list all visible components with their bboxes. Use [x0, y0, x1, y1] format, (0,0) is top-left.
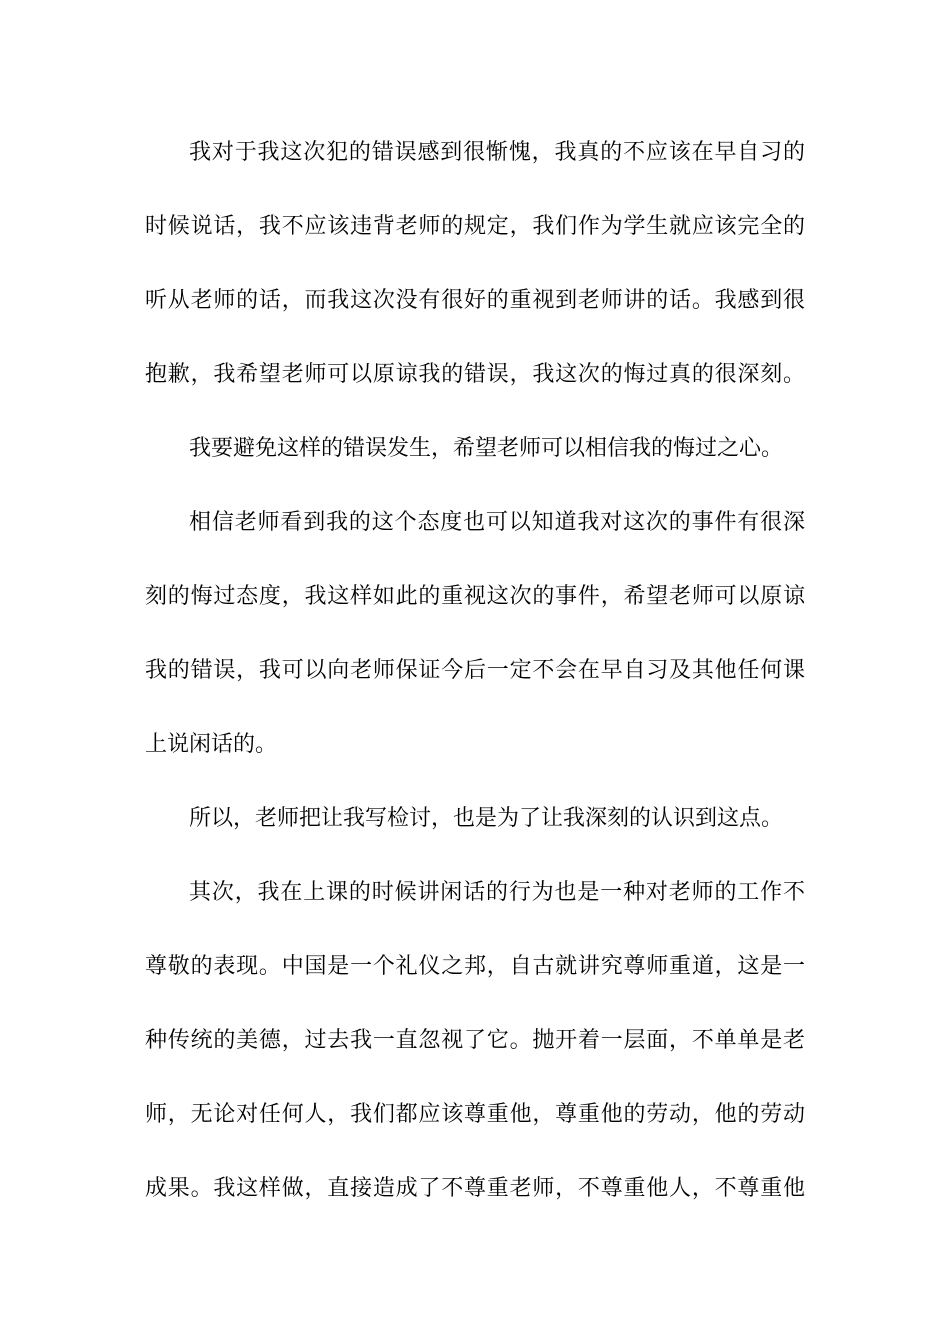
paragraph-4-line-1: 所以，老师把让我写检讨，也是为了让我深刻的认识到这点。 [189, 806, 784, 831]
paragraph-5-line-4: 师，无论对任何人，我们都应该尊重他，尊重他的劳动，他的劳动 [145, 1102, 805, 1127]
paragraph-5-line-3: 种传统的美德，过去我一直忽视了它。抛开着一层面，不单单是老 [145, 1028, 805, 1053]
paragraph-3-line-1: 相信老师看到我的这个态度也可以知道我对这次的事件有很深 [189, 510, 805, 535]
paragraph-3-line-2: 刻的悔过态度，我这样如此的重视这次的事件，希望老师可以原谅 [145, 584, 805, 609]
paragraph-2-line-1: 我要避免这样的错误发生，希望老师可以相信我的悔过之心。 [189, 436, 784, 461]
paragraph-5-line-5: 成果。我这样做，直接造成了不尊重老师，不尊重他人，不尊重他 [145, 1176, 805, 1201]
paragraph-1-line-1: 我对于我这次犯的错误感到很惭愧，我真的不应该在早自习的 [189, 140, 805, 165]
paragraph-5-line-1: 其次，我在上课的时候讲闲话的行为也是一种对老师的工作不 [189, 880, 805, 905]
paragraph-3-line-3: 我的错误，我可以向老师保证今后一定不会在早自习及其他任何课 [145, 658, 805, 683]
paragraph-1-line-2: 时候说话，我不应该违背老师的规定，我们作为学生就应该完全的 [145, 214, 805, 239]
paragraph-3-line-4: 上说闲话的。 [145, 732, 278, 757]
paragraph-5-line-2: 尊敬的表现。中国是一个礼仪之邦，自古就讲究尊师重道，这是一 [145, 954, 805, 979]
paragraph-1-line-3: 听从老师的话，而我这次没有很好的重视到老师讲的话。我感到很 [145, 288, 805, 313]
paragraph-1-line-4: 抱歉，我希望老师可以原谅我的错误，我这次的悔过真的很深刻。 [145, 362, 805, 387]
